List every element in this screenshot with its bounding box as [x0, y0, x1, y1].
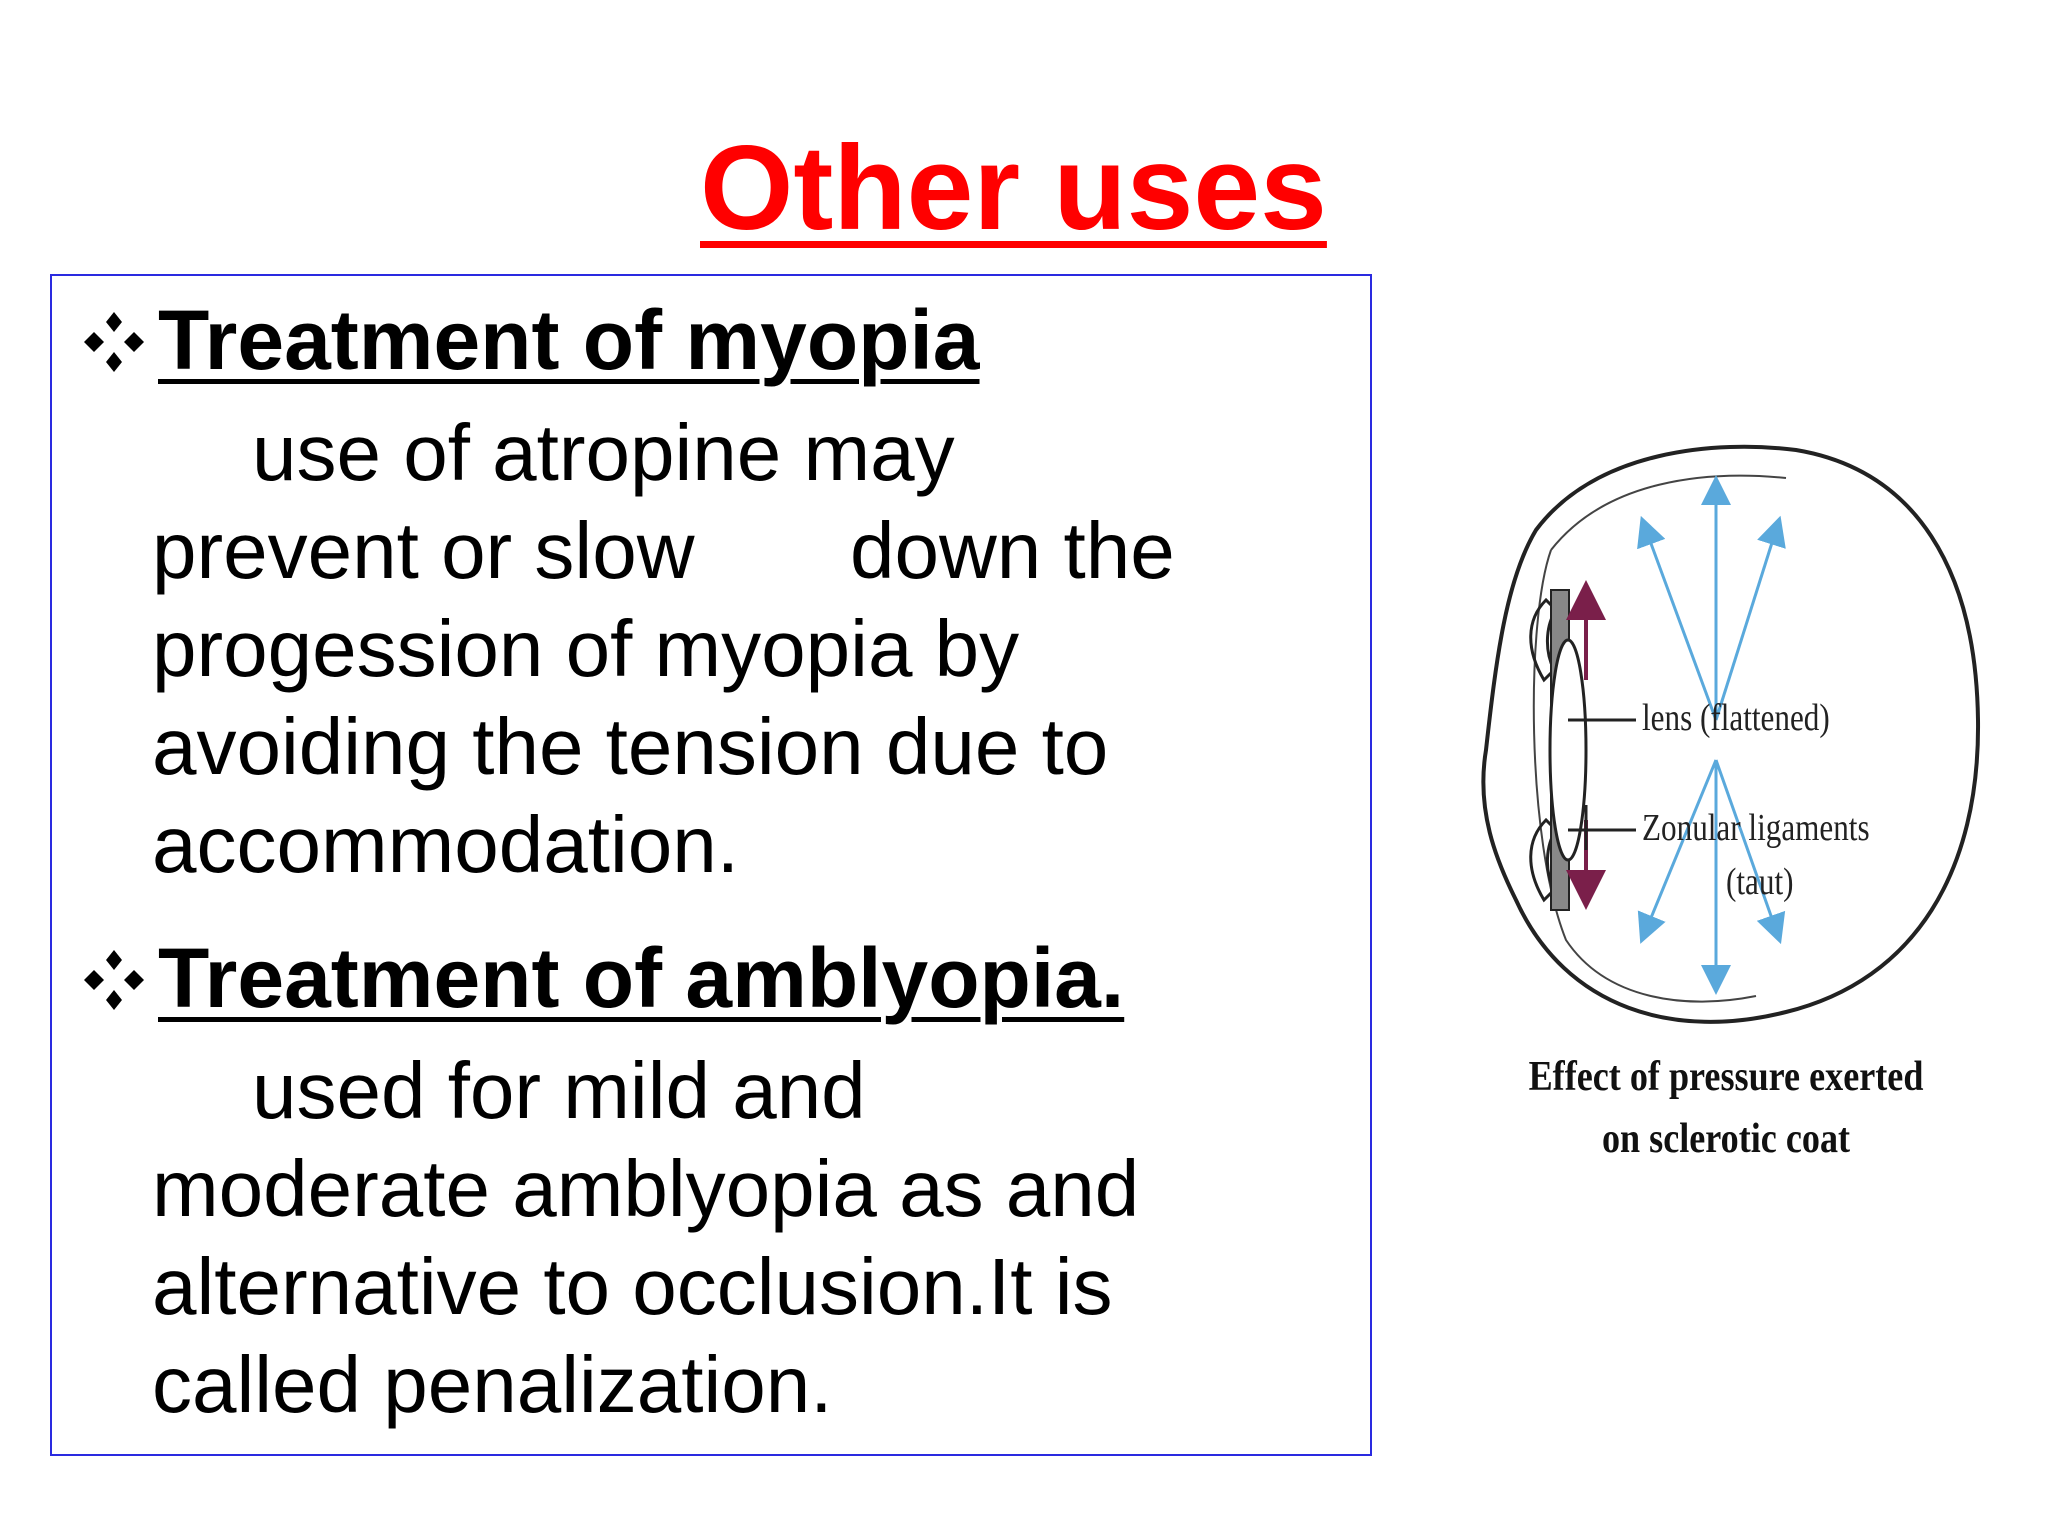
bullet-myopia: [80, 290, 980, 390]
body-line: prevent or slow down the: [152, 506, 1175, 595]
pressure-arrow: [1716, 530, 1776, 720]
body-line: called penalization.: [152, 1340, 833, 1429]
bullet-body-myopia: [152, 404, 1352, 894]
body-line: progession of myopia by: [152, 604, 1020, 693]
bullet-heading: Treatment of myopia: [158, 293, 980, 387]
diamond-cluster-icon: [80, 946, 148, 1014]
caption-line: on sclerotic coat: [1601, 1116, 1851, 1162]
lens: [1550, 640, 1586, 860]
diamond-cluster-icon: [80, 308, 148, 376]
body-line: moderate amblyopia as and: [152, 1144, 1140, 1233]
caption-line: Effect of pressure exerted: [1528, 1054, 1924, 1100]
content-box: [50, 274, 1372, 1456]
body-line: avoiding the tension due to: [152, 702, 1109, 791]
pressure-arrow: [1646, 530, 1716, 720]
lens-label: lens (flattened): [1642, 697, 1830, 739]
bullet-heading: Treatment of amblyopia.: [158, 931, 1125, 1025]
body-line: accommodation.: [152, 800, 739, 889]
taut-label: (taut): [1726, 861, 1794, 903]
bullet-body-amblyopia: [152, 1042, 1352, 1434]
body-line: used for mild and: [252, 1046, 866, 1135]
slide-title: Other uses: [700, 121, 1327, 255]
body-line: use of atropine may: [252, 408, 955, 497]
zonular-label: Zonular ligaments: [1642, 807, 1870, 849]
bullet-amblyopia: [80, 928, 1124, 1028]
figure-caption: [1456, 1046, 1996, 1170]
eye-diagram: [1456, 420, 1996, 1180]
body-line: alternative to occlusion.It is: [152, 1242, 1113, 1331]
